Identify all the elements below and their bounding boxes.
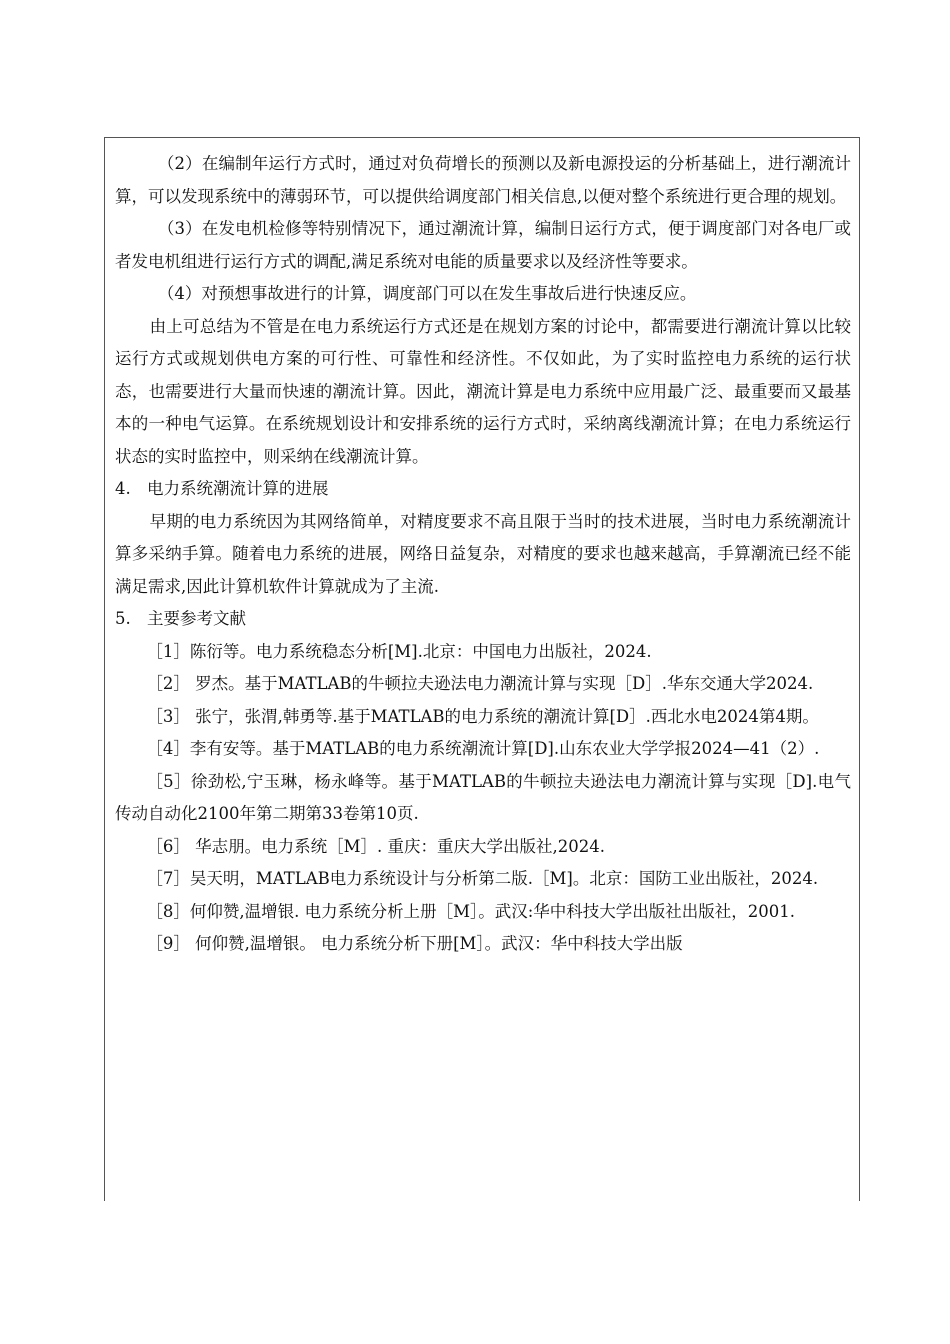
section-5-number: 5. [115, 609, 131, 628]
table-cell-frame [104, 137, 860, 1201]
section-4-body: 早期的电力系统因为其网络简单，对精度要求不高且限于当时的技术进展，当时电力系统潮流计算多采纳手算。随着电力系统的进展，网络日益复杂，对精度的要求也越来越高，手算潮流已经不能满足需求,因此计算机软件计算就成为了主流. [115, 511, 851, 596]
reference-item-3: ［3］ 张宁，张渭,韩勇等.基于MATLAB的电力系统的潮流计算[D］.西北水电2024第4期。 [146, 706, 819, 726]
paragraph-summary: 由上可总结为不管是在电力系统运行方式还是在规划方案的讨论中，都需要进行潮流计算以比较运行方式或规划供电方案的可行性、可靠性和经济性。不仅如此，为了实时监控电力系统的运行状态，也需要进行大量而快速的潮流计算。因此，潮流计算是电力系统中应用最广泛、最重要而又最基本的一种电气运算。在系统规划设计和安排系统的运行方式时，采纳离线潮流计算；在电力系统运行状态的实时监控中，则采纳在线潮流计算。 [115, 316, 851, 466]
reference-item-7: ［7］吴天明，MATLAB电力系统设计与分析第二版.［M]。北京：国防工业出版社，2024. [146, 869, 819, 888]
reference-item-8: ［8］何仰赞,温增银. 电力系统分析上册［M］。武汉:华中科技大学出版社出版社，2001. [146, 901, 796, 921]
reference-item-2: ［2］ 罗杰。基于MATLAB的牛顿拉夫逊法电力潮流计算与实现［D］.华东交通大学2024. [146, 674, 814, 693]
reference-item-4: ［4］李有安等。基于MATLAB的电力系统潮流计算[D].山东农业大学学报2024—41（2）. [146, 739, 820, 758]
reference-item-5: ［5］徐劲松,宁玉琳，杨永峰等。基于MATLAB的牛顿拉夫逊法电力潮流计算与实现［D].电气传动自动化2100年第二期第33卷第10页. [115, 771, 851, 823]
section-5-title: 主要参考文献 [147, 609, 246, 628]
document-body [115, 148, 851, 961]
section-5-heading [115, 603, 851, 636]
paragraph-point-2: （2）在编制年运行方式时，通过对负荷增长的预测以及新电源投运的分析基础上，进行潮流计算，可以发现系统中的薄弱环节，可以提供给调度部门相关信息,以便对整个系统进行更合理的规划。 [115, 154, 851, 206]
paragraph-point-4: （4）对预想事故进行的计算，调度部门可以在发生事故后进行快速反应。 [157, 284, 697, 303]
section-4-title: 电力系统潮流计算的进展 [147, 479, 329, 498]
section-4-heading [115, 473, 851, 506]
reference-item-9: ［9］ 何仰赞,温增银。 电力系统分析下册[M］。武汉：华中科技大学出版 [146, 934, 683, 953]
reference-item-6: ［6］ 华志朋。电力系统［M］. 重庆：重庆大学出版社,2024. [146, 836, 605, 856]
section-4-number: 4. [115, 479, 131, 498]
paragraph-point-3: （3）在发电机检修等特别情况下，通过潮流计算，编制日运行方式，便于调度部门对各电厂或者发电机组进行运行方式的调配,满足系统对电能的质量要求以及经济性等要求。 [115, 219, 851, 271]
reference-item-1: ［1］陈衍等。电力系统稳态分析[M].北京：中国电力出版社，2024. [146, 641, 652, 661]
